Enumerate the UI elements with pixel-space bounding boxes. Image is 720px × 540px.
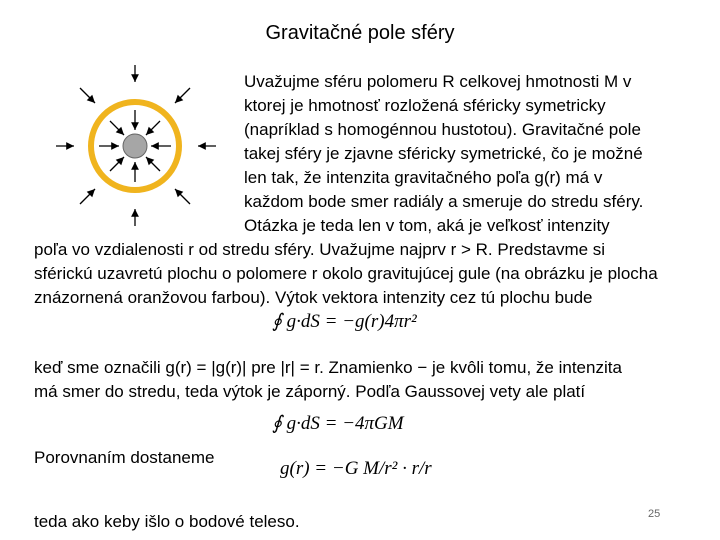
text-line: len tak, že intenzita gravitačného poľa g(r) má v — [244, 168, 603, 187]
flux-paragraph — [34, 238, 694, 310]
result-equation: g(r) = −G M/r² · r/r — [280, 458, 432, 479]
closing-text: teda ako keby išlo o bodové teleso. — [34, 512, 300, 531]
text-line: znázornená oranžovou farbou). Výtok vektora intenzity cez tú plochu bude — [34, 288, 593, 307]
text-line: každom bode smer radiály a smeruje do stredu sféry. — [244, 192, 644, 211]
page-title: Gravitačné pole sféry — [265, 22, 455, 44]
page-number: 25 — [648, 508, 661, 520]
comparison-text: Porovnaním dostaneme — [34, 448, 215, 467]
flux-equation: ∮ g·dS = −g(r)4πr² — [272, 311, 417, 332]
text-line: poľa vo vzdialenosti r od stredu sféry. Uvažujme najprv r > R. Predstavme si — [34, 240, 606, 259]
text-line: takej sféry je zjavne sféricky symetrické, čo je možné — [244, 144, 643, 163]
intro-paragraph — [244, 70, 694, 238]
gravitational-field-diagram — [50, 60, 230, 240]
text-line: má smer do stredu, teda výtok je záporný. Podľa Gaussovej vety ale platí — [34, 382, 586, 401]
text-line: sférickú uzavretú plochu o polomere r okolo gravitujúcej gule (na obrázku je plocha — [34, 264, 658, 283]
text-line: keď sme označili g(r) = |g(r)| pre |r| = r. Znamienko − je kvôli tomu, že intenzita — [34, 358, 622, 377]
central-mass-ball — [123, 134, 147, 158]
gauss-equation: ∮ g·dS = −4πGM — [272, 413, 404, 434]
text-line: (napríklad s homogénnou hustotou). Gravitačné pole — [244, 120, 641, 139]
text-line: ktorej je hmotnosť rozložená sféricky symetricky — [244, 96, 606, 115]
text-line: Otázka je teda len v tom, aká je veľkosť intenzity — [244, 216, 610, 235]
sign-paragraph — [34, 356, 704, 404]
text-line: Uvažujme sféru polomeru R celkovej hmotnosti M v — [244, 72, 632, 91]
